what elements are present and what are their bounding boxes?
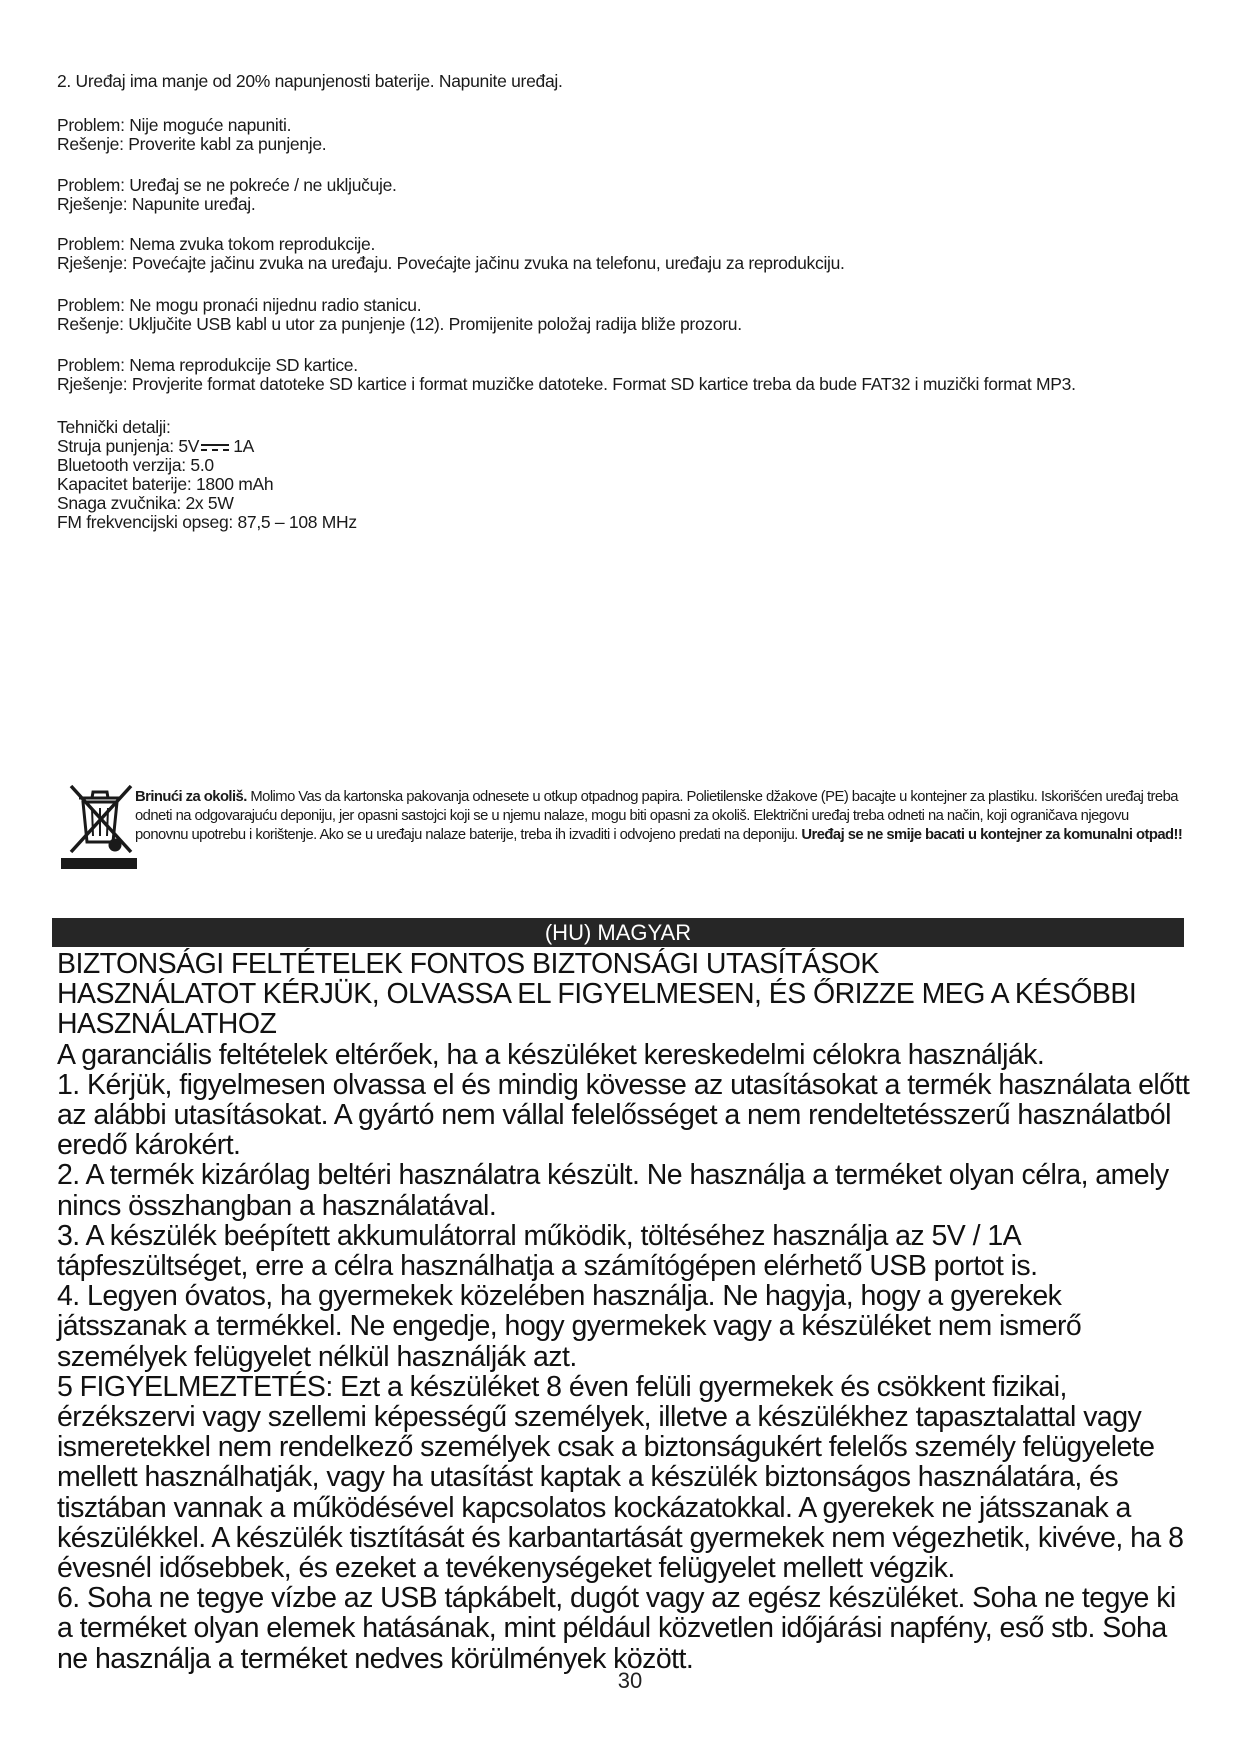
problem-item <box>57 296 1182 334</box>
environment-body: Molimo Vas da kartonska pakovanja odnesete u otkup otpadnog papira. Polietilenske džakove (PE) bacajte u kontejner za plastiku. Iskorišćen uređaj treba odneti na odgovarajuću deponiju, jer opasni sastojci koji se u njemu nalaze, mogu biti opasni za okoliš. Električni uređaj treba odneti na način, koji ograničava njegovu ponovnu upotrebu i korištenje. Ako se u uređaju nalaze baterije, treba ih izvaditi i odvojeno predati na deponiju. <box>135 789 1178 843</box>
solution-text: Rešenje: Uključite USB kabl u utor za punjenje (12). Promijenite položaj radija bliže prozoru. <box>57 314 742 334</box>
problem-text: Problem: Nema zvuka tokom reprodukcije. <box>57 234 376 254</box>
instruction-2: 2. A termék kizárólag beltéri használatra készült. Ne használja a terméket olyan célra, amely nincs összhangban a használatával. <box>57 1159 1169 1222</box>
solution-text: Rešenje: Proverite kabl za punjenje. <box>57 134 327 154</box>
environment-lead: Brinući za okoliš. <box>135 789 247 805</box>
problem-text: Problem: Nije moguće napuniti. <box>57 115 292 135</box>
problem-text: Problem: Uređaj se ne pokreće / ne uključuje. <box>57 175 397 195</box>
solution-text: Rješenje: Provjerite format datoteke SD kartice i format muzičke datoteke. Format SD kartice treba da bude FAT32 i muzički format MP3. <box>57 374 1076 394</box>
problem-item <box>57 356 1182 394</box>
problem-text: Problem: Ne mogu pronaći nijednu radio stanicu. <box>57 295 422 315</box>
battery-capacity: Kapacitet baterije: 1800 mAh <box>57 474 274 494</box>
language-header-bar: (HU) MAGYAR <box>52 918 1184 947</box>
page-number: 30 <box>617 1668 643 1693</box>
instruction-5: 5 FIGYELMEZTETÉS: Ezt a készüléket 8 éven felüli gyermekek és csökkent fizikai, érzékszervi vagy szellemi képességű személyek, illetve a készülékhez tapasztalattal vagy ismeretekkel nem rendelkező személyek csak a biztonságukért felelős személy felügyelete mellett használhatják, vagy ha utasítást kaptak a készülék biztonságos használatára, és tisztában vannak a működésével kapcsolatos kockázatokkal. A gyerekek ne játsszanak a készülékkel. A készülék tisztítását és karbantartását gyermekek nem végezhetik, kivéve, ha 8 évesnél idősebbek, és ezeket a tevékenységeket felügyelet mellett végzik. <box>57 1370 1184 1585</box>
problem-item <box>57 116 1182 154</box>
problem-text: Problem: Nema reprodukcije SD kartice. <box>57 355 358 375</box>
tech-title: Tehnički detalji: <box>57 417 171 437</box>
speaker-power: Snaga zvučnika: 2x 5W <box>57 493 234 513</box>
bluetooth-version: Bluetooth verzija: 5.0 <box>57 455 214 475</box>
instruction-4: 4. Legyen óvatos, ha gyermekek közelében használja. Ne hagyja, hogy a gyerekek játsszanak a termékkel. Ne engedje, hogy gyermekek vagy a készüléket nem ismerő személyek felügyelet nélkül használják azt. <box>57 1280 1082 1373</box>
dc-symbol-icon <box>201 442 229 452</box>
battery-note: 2. Uređaj ima manje od 20% napunjenosti baterije. Napunite uređaj. <box>57 71 563 91</box>
troubleshooting-section <box>57 72 1182 91</box>
problem-item <box>57 176 1182 214</box>
read-carefully-heading: HASZNÁLATOT KÉRJÜK, OLVASSA EL FIGYELMESEN, ÉS ŐRIZZE MEG A KÉSŐBBI HASZNÁLATHOZ <box>57 978 1137 1041</box>
fm-range: FM frekvencijski opseg: 87,5 – 108 MHz <box>57 512 357 532</box>
safety-heading: BIZTONSÁGI FELTÉTELEK FONTOS BIZTONSÁGI UTASÍTÁSOK <box>57 948 879 980</box>
technical-details <box>57 418 1182 532</box>
hungarian-safety-text <box>57 949 1192 1674</box>
environment-text <box>135 788 1185 845</box>
weee-crossed-bin-icon <box>57 772 141 872</box>
environment-notice <box>57 772 1187 872</box>
solution-text: Rješenje: Povećajte jačinu zvuka na uređaju. Povećajte jačinu zvuka na telefonu, uređaju za reprodukciju. <box>57 253 845 273</box>
instruction-3: 3. A készülék beépített akkumulátorral működik, töltéséhez használja az 5V / 1A tápfeszültséget, erre a célra használhatja a számítógépen elérhető USB portot is. <box>57 1219 1038 1283</box>
charge-current <box>57 437 1182 456</box>
instruction-1: 1. Kérjük, figyelmesen olvassa el és mindig kövesse az utasításokat a termék használata előtt az alábbi utasításokat. A gyártó nem vállal felelősséget a nem rendeltetésszerű használatból eredő károkért. <box>57 1068 1190 1162</box>
charge-suffix: 1A <box>233 436 254 456</box>
warranty-note: A garanciális feltételek eltérőek, ha a készüléket kereskedelmi célokra használják. <box>57 1038 1045 1071</box>
solution-text: Rješenje: Napunite uređaj. <box>57 194 256 214</box>
instruction-6: 6. Soha ne tegye vízbe az USB tápkábelt, dugót vagy az egész készüléket. Soha ne tegye ki a terméket olyan elemek hatásának, mint például közvetlen időjárási napfény, eső stb. Soha ne használja a terméket nedves körülmények között. <box>57 1582 1176 1675</box>
problem-item <box>57 235 1182 273</box>
charge-prefix: Struja punjenja: 5V <box>57 436 200 456</box>
environment-warning: Uređaj se ne smije bacati u kontejner za komunalni otpad!! <box>801 827 1183 843</box>
